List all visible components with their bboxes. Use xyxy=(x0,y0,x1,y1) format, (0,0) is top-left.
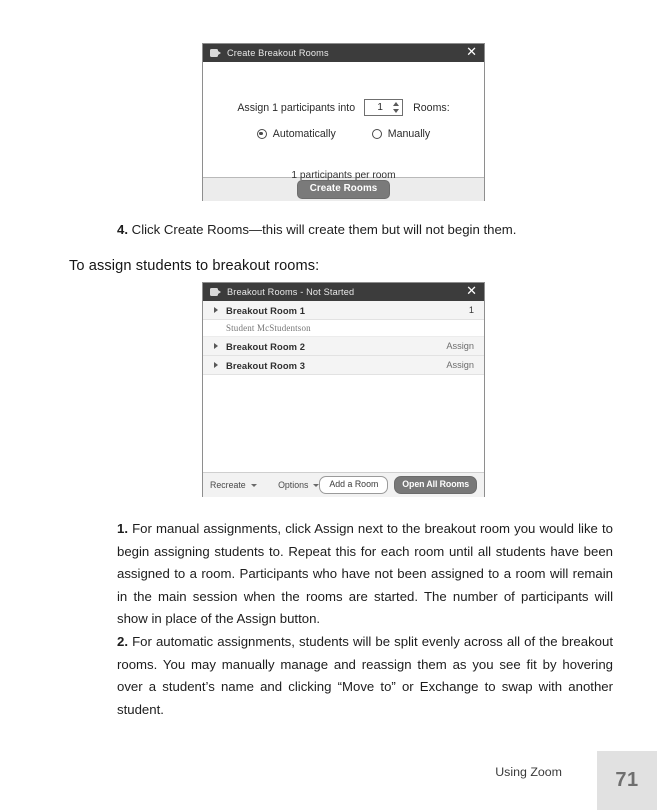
create-breakout-rooms-dialog xyxy=(202,43,485,201)
video-camera-icon xyxy=(210,288,221,296)
radio-unselected-icon xyxy=(372,129,382,139)
room-name: Breakout Room 3 xyxy=(226,359,306,371)
chevron-right-icon[interactable] xyxy=(214,307,218,313)
options-menu[interactable] xyxy=(278,480,319,490)
table-row[interactable] xyxy=(203,337,484,356)
page-number-box xyxy=(597,751,657,810)
dialog-body xyxy=(203,62,484,181)
paragraph-1-text: For manual assignments, click Assign next to the breakout room you would like to begin assigning students to. Repeat this for each room until all students have been assigned to a room. Participants who have not been assigned to a room will remain in the main session when the rooms are started. The number of participants will show in place of the Assign button. xyxy=(117,521,613,627)
rooms-list xyxy=(203,301,484,472)
rooms-dialog-title: Breakout Rooms - Not Started xyxy=(227,287,355,297)
breakout-rooms-dialog xyxy=(202,282,485,497)
stepper-down-icon[interactable] xyxy=(393,109,399,113)
assign-suffix-label: Rooms: xyxy=(413,101,450,114)
step-4-number: 4. xyxy=(117,222,128,237)
recreate-label: Recreate xyxy=(210,480,246,490)
dialog-title: Create Breakout Rooms xyxy=(227,48,329,58)
close-icon[interactable]: ✕ xyxy=(466,45,477,60)
assign-prefix-label: Assign 1 participants into xyxy=(237,101,356,114)
create-rooms-button[interactable]: Create Rooms xyxy=(297,180,391,199)
participant-name: Student McStudentson xyxy=(226,323,311,333)
step-4-paragraph xyxy=(117,219,547,242)
chevron-right-icon[interactable] xyxy=(214,343,218,349)
room-name: Breakout Room 2 xyxy=(226,340,306,352)
open-all-rooms-button[interactable]: Open All Rooms xyxy=(394,476,477,494)
paragraph-2-number: 2. xyxy=(117,634,128,649)
rooms-dialog-footer xyxy=(203,472,484,497)
assign-link[interactable]: Assign xyxy=(446,360,474,370)
chevron-right-icon[interactable] xyxy=(214,362,218,368)
participants-per-room-text: 1 participants per room xyxy=(291,170,396,181)
paragraph-1 xyxy=(117,518,613,631)
add-a-room-button[interactable]: Add a Room xyxy=(319,476,388,494)
close-icon[interactable]: ✕ xyxy=(466,284,477,299)
assignment-mode-radio-group xyxy=(203,128,484,140)
step-4-text: Click Create Rooms—this will create them but will not begin them. xyxy=(128,222,517,237)
options-label: Options xyxy=(278,480,309,490)
paragraph-2 xyxy=(117,631,613,721)
radio-automatically-label: Automatically xyxy=(272,128,336,140)
footer-chapter-label: Using Zoom xyxy=(495,765,562,779)
paragraph-1-number: 1. xyxy=(117,521,128,536)
rooms-dialog-titlebar xyxy=(203,283,484,301)
stepper-up-icon[interactable] xyxy=(393,102,399,106)
table-row[interactable] xyxy=(203,301,484,320)
page-number: 71 xyxy=(615,769,639,791)
room-count-value: 1 xyxy=(377,102,383,113)
room-count-stepper[interactable] xyxy=(364,99,403,116)
list-item[interactable] xyxy=(203,320,484,337)
table-row[interactable] xyxy=(203,356,484,375)
dialog-titlebar xyxy=(203,44,484,62)
assign-participants-row xyxy=(203,99,484,116)
recreate-menu[interactable] xyxy=(210,480,257,490)
room-name: Breakout Room 1 xyxy=(226,304,306,316)
chevron-down-icon xyxy=(251,484,257,487)
paragraph-2-text: For automatic assignments, students will be split evenly across all of the breakout rooms. You may manually manage and reassign them as you see fit by hovering over a student’s name and clicking “Move to” or Exchange to swap with another student. xyxy=(117,634,613,717)
radio-manually-label: Manually xyxy=(387,128,431,140)
room-participant-count: 1 xyxy=(468,305,474,315)
video-camera-icon xyxy=(210,49,221,57)
stepper-arrows[interactable] xyxy=(393,102,399,113)
radio-manually[interactable] xyxy=(372,128,430,140)
assign-link[interactable]: Assign xyxy=(446,341,474,351)
assign-students-heading: To assign students to breakout rooms: xyxy=(69,258,320,274)
radio-selected-icon xyxy=(257,129,267,139)
radio-automatically[interactable] xyxy=(257,128,336,140)
